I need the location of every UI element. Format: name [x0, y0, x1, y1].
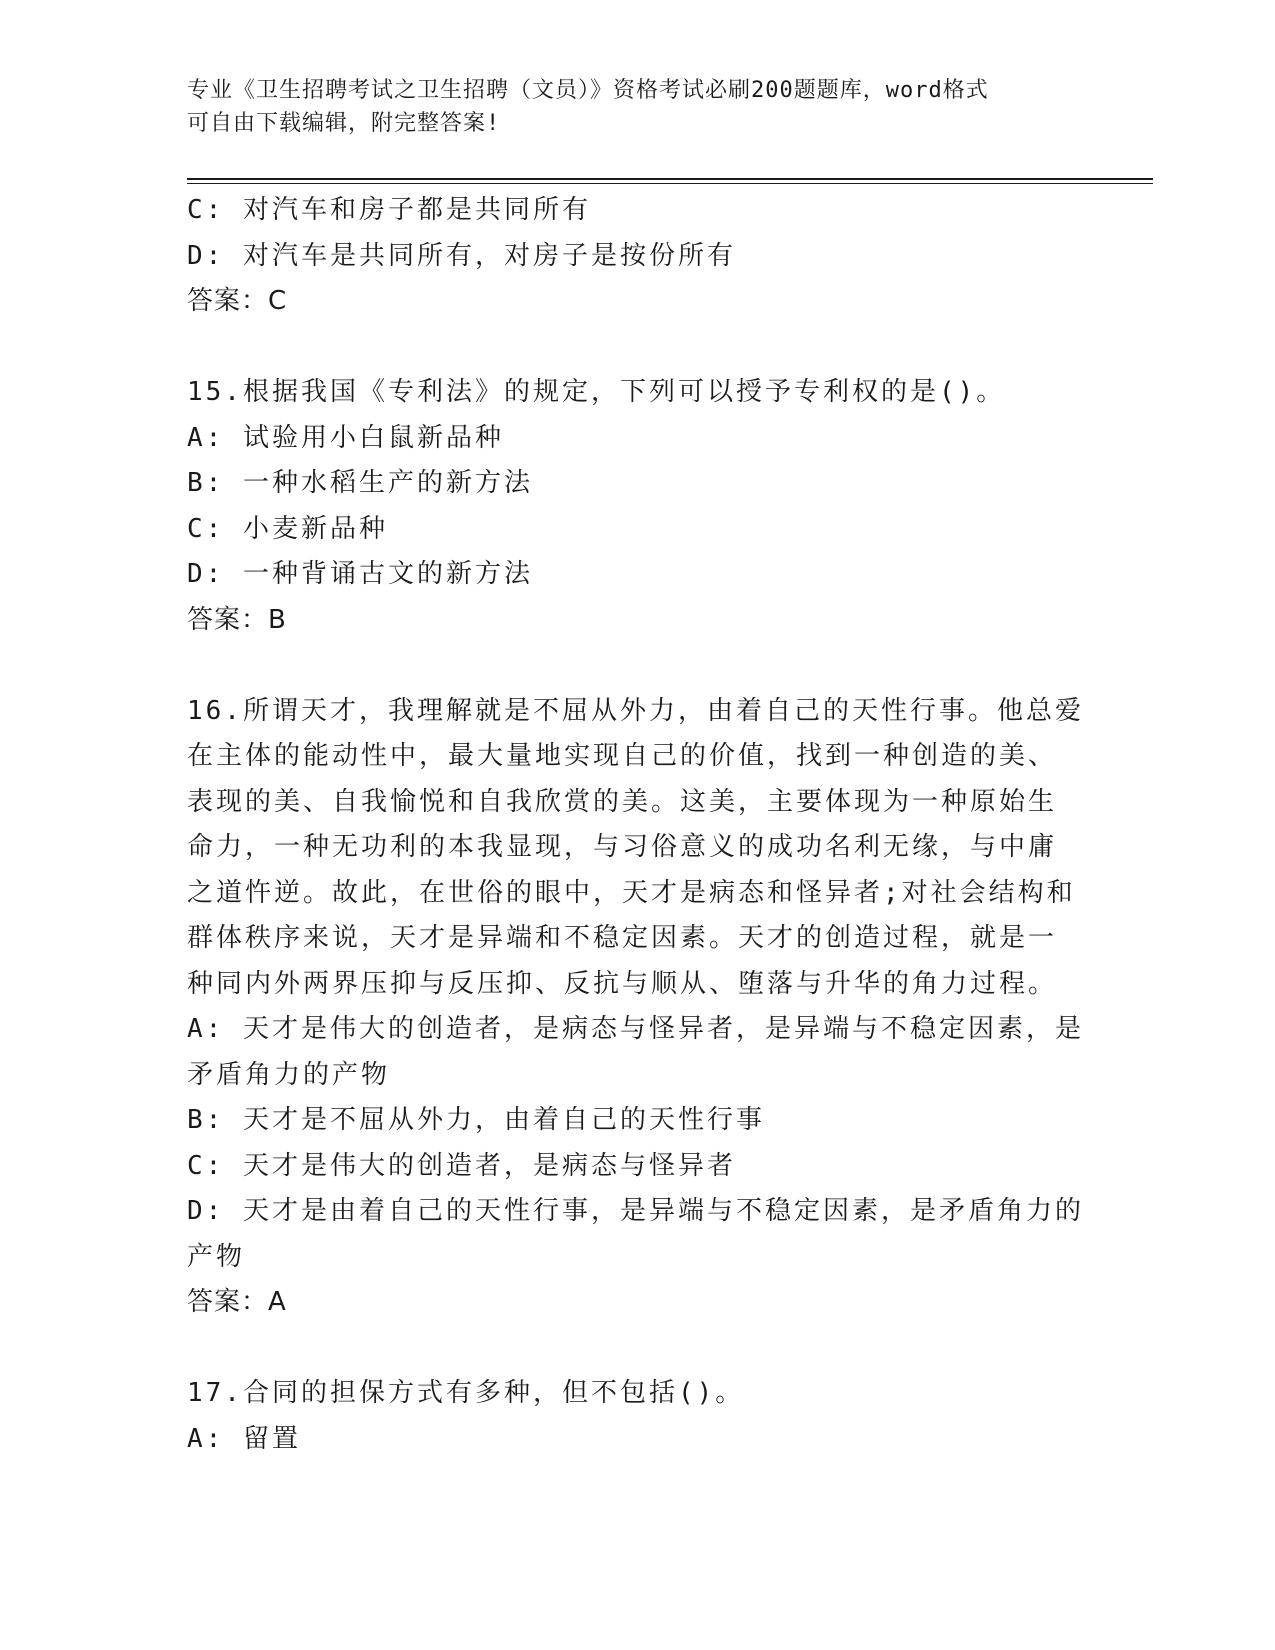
- option-a: A: 留置: [187, 1423, 301, 1454]
- option-a: A: 试验用小白鼠新品种: [187, 422, 504, 453]
- question-stem-line: 表现的美、自我愉悦和自我欣赏的美。这美，主要体现为一种原始生: [187, 786, 1058, 817]
- option-d: D: 一种背诵古文的新方法: [187, 559, 533, 589]
- spacer: [187, 1326, 1087, 1372]
- header-divider-thick: [187, 178, 1153, 180]
- option-c: C: 对汽车和房子都是共同所有: [187, 195, 591, 225]
- header-divider-thin: [187, 183, 1153, 184]
- question-stem-line: 在主体的能动性中，最大量地实现自己的价值，找到一种创造的美、: [187, 741, 1058, 771]
- option-a: A: 天才是伟大的创造者，是病态与怪异者，是异端与不稳定因素，是: [187, 1014, 1084, 1044]
- question-stem: 15.根据我国《专利法》的规定，下列可以授予专利权的是()。: [187, 377, 1006, 407]
- answer-line: 答案：A: [187, 1287, 287, 1317]
- answer-line: 答案：B: [187, 604, 287, 635]
- question-stem-line: 种同内外两界压抑与反压抑、反抗与顺从、堕落与升华的角力过程。: [187, 968, 1058, 999]
- option-d: D: 天才是由着自己的天性行事，是异端与不稳定因素，是矛盾角力的: [187, 1196, 1084, 1226]
- header-title-line-1: 专业《卫生招聘考试之卫生招聘（文员）》资格考试必刷200题题库，word格式: [187, 78, 989, 103]
- option-d: D: 对汽车是共同所有，对房子是按份所有: [187, 240, 736, 271]
- question-stem-line: 之道忤逆。故此，在世俗的眼中，天才是病态和怪异者;对社会结构和: [187, 877, 1076, 908]
- question-15: [187, 370, 1087, 643]
- option-b: B: 一种水稻生产的新方法: [187, 468, 533, 498]
- spacer: [187, 643, 1087, 689]
- question-16: [187, 689, 1087, 1326]
- question-stem-line: 命力，一种无功利的本我显现，与习俗意义的成功名利无缘，与中庸: [187, 832, 1058, 862]
- option-c: C: 天才是伟大的创造者，是病态与怪异者: [187, 1150, 736, 1181]
- spacer: [187, 325, 1087, 371]
- question-stem: 17.合同的担保方式有多种，但不包括()。: [187, 1378, 745, 1408]
- question-list: [187, 188, 1087, 1462]
- question-17: [187, 1371, 1087, 1462]
- option-c: C: 小麦新品种: [187, 513, 388, 544]
- option-a-continued: 矛盾角力的产物: [187, 1059, 391, 1090]
- option-d-continued: 产物: [187, 1241, 246, 1272]
- question-stem-line: 16.所谓天才，我理解就是不屈从外力，由着自己的天性行事。他总爱: [187, 695, 1084, 726]
- question-stem-line: 群体秩序来说，天才是异端和不稳定因素。天才的创造过程，就是一: [187, 923, 1058, 953]
- page-header: [187, 74, 1067, 140]
- question-14-tail: [187, 188, 1087, 325]
- option-b: B: 天才是不屈从外力，由着自己的天性行事: [187, 1105, 765, 1135]
- header-title-line-2: 可自由下载编辑，附完整答案!: [187, 111, 501, 136]
- answer-line: 答案：C: [187, 286, 288, 316]
